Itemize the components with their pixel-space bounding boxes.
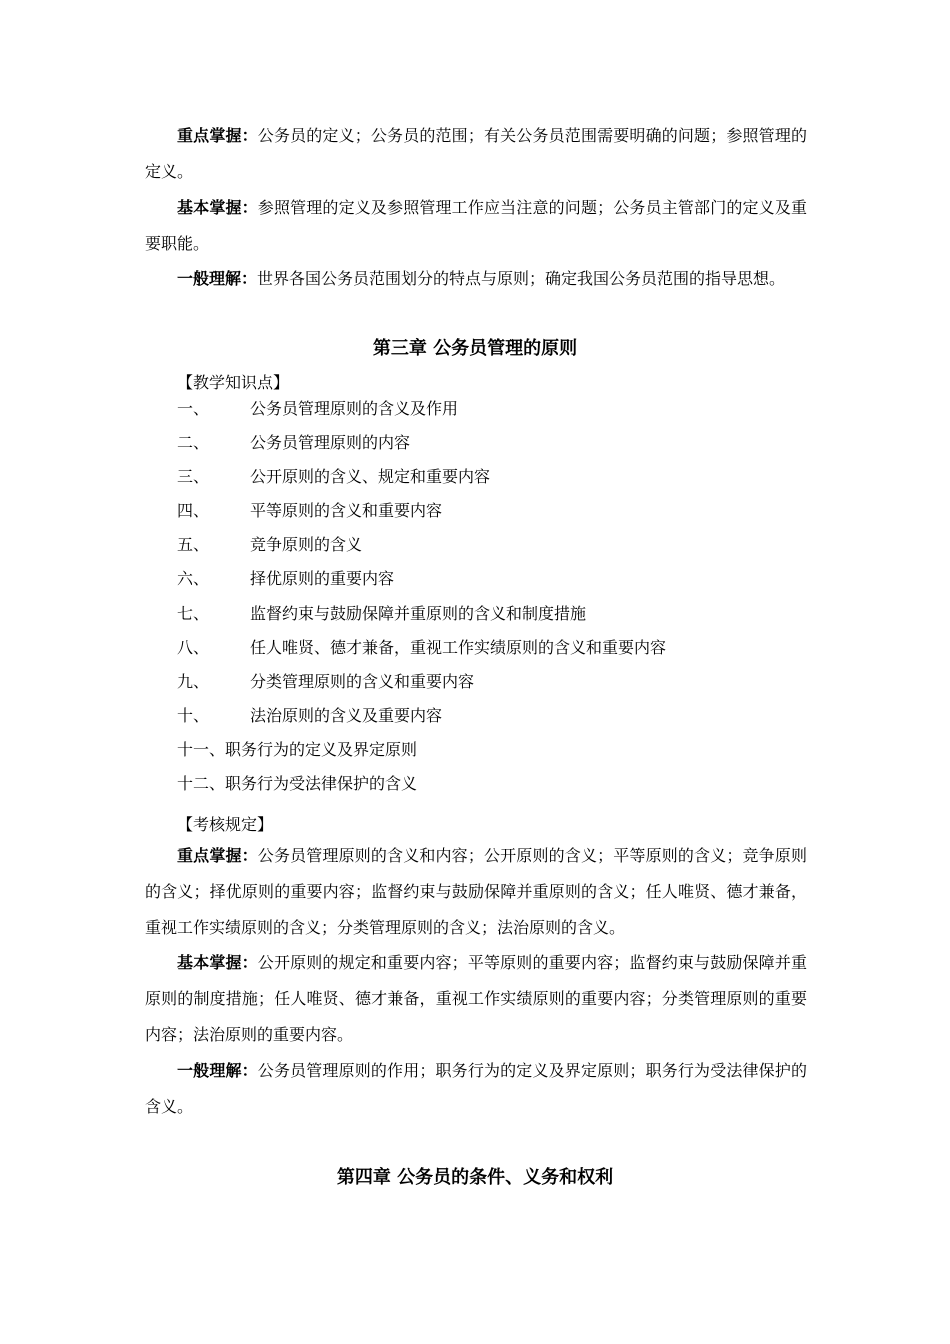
- list-item-number: 九、: [177, 671, 210, 691]
- list-item-number: 七、: [177, 603, 210, 623]
- list-item: [177, 669, 666, 703]
- list-item: [177, 498, 666, 532]
- chapter-3-title: 第三章 公务员管理的原则: [372, 338, 578, 359]
- list-item: [177, 464, 666, 498]
- list-item-text: 职务行为受法律保护的含义: [225, 774, 418, 794]
- list-item-number: 十二、: [177, 774, 226, 794]
- ch3-basic-mastery-text: 公开原则的规定和重要内容；平等原则的重要内容；监督约束与鼓励保障并重原则的制度措施；任人唯贤、德才兼备，重视工作实绩原则的重要内容；分类管理原则的重要内容；法治原则的重要内容。: [145, 953, 807, 1044]
- list-item-text: 法治原则的含义及重要内容: [250, 705, 443, 725]
- list-item: [177, 430, 666, 464]
- key-mastery-text: 公务员的定义；公务员的范围；有关公务员范围需要明确的问题；参照管理的定义。: [145, 126, 807, 181]
- list-item-text: 竞争原则的含义: [250, 535, 363, 555]
- basic-mastery-text: 参照管理的定义及参照管理工作应当注意的问题；公务员主管部门的定义及重要职能。: [145, 198, 807, 253]
- list-item-text: 择优原则的重要内容: [250, 569, 395, 589]
- list-item-text: 公务员管理原则的内容: [250, 433, 411, 453]
- teaching-points-heading: 【教学知识点】: [177, 373, 290, 392]
- list-item-number: 六、: [177, 569, 210, 589]
- basic-mastery-paragraph: [145, 190, 807, 262]
- general-understanding-paragraph: [145, 261, 807, 297]
- key-mastery-paragraph: [145, 118, 807, 190]
- list-item-text: 监督约束与鼓励保障并重原则的含义和制度措施: [250, 603, 587, 623]
- list-item-text: 公务员管理原则的含义及作用: [250, 399, 459, 418]
- ch3-general-understanding-paragraph: [145, 1053, 807, 1125]
- ch3-basic-mastery-label: 基本掌握：: [177, 953, 258, 972]
- list-item: [177, 703, 666, 737]
- list-item: [177, 566, 666, 600]
- list-item: [177, 771, 666, 805]
- list-item-text: 公开原则的含义、规定和重要内容: [250, 467, 491, 487]
- list-item-number: 十、: [177, 705, 210, 725]
- ch3-basic-mastery-paragraph: [145, 945, 807, 1053]
- list-item-number: 八、: [177, 637, 210, 657]
- list-item-number: 一、: [177, 399, 210, 418]
- list-item-number: 四、: [177, 501, 210, 521]
- list-item: [177, 396, 666, 430]
- ch3-general-understanding-text: 公务员管理原则的作用；职务行为的定义及界定原则；职务行为受法律保护的含义。: [145, 1061, 807, 1116]
- list-item-number: 二、: [177, 433, 210, 453]
- list-item: [177, 635, 666, 669]
- general-understanding-label: 一般理解：: [177, 269, 258, 288]
- list-item-number: 五、: [177, 535, 210, 555]
- list-item-text: 平等原则的含义和重要内容: [250, 501, 443, 521]
- ch3-key-mastery-paragraph: [145, 838, 807, 946]
- list-item: [177, 532, 666, 566]
- list-item-number: 三、: [177, 467, 210, 487]
- assessment-heading: 【考核规定】: [177, 815, 274, 834]
- list-item: [177, 601, 666, 635]
- ch3-general-understanding-label: 一般理解：: [177, 1061, 258, 1080]
- ch3-key-mastery-text: 公务员管理原则的含义和内容；公开原则的含义；平等原则的含义；竞争原则的含义；择优原则的重要内容；监督约束与鼓励保障并重原则的含义；任人唯贤、德才兼备，重视工作实绩原则的含义；分类管理原则的含义；法治原则的含义。: [145, 846, 807, 937]
- general-understanding-text: 世界各国公务员范围划分的特点与原则；确定我国公务员范围的指导思想。: [257, 269, 786, 288]
- list-item-text: 任人唯贤、德才兼备，重视工作实绩原则的含义和重要内容: [250, 637, 667, 657]
- ch3-key-mastery-label: 重点掌握：: [177, 846, 258, 865]
- basic-mastery-label: 基本掌握：: [177, 198, 258, 217]
- chapter-4-title: 第四章 公务员的条件、义务和权利: [336, 1167, 614, 1188]
- list-item-text: 职务行为的定义及界定原则: [225, 739, 418, 759]
- list-item-number: 十一、: [177, 739, 226, 759]
- list-item-text: 分类管理原则的含义和重要内容: [250, 671, 475, 691]
- key-mastery-label: 重点掌握：: [177, 126, 258, 145]
- list-item: [177, 737, 666, 771]
- teaching-points-list: [177, 396, 666, 805]
